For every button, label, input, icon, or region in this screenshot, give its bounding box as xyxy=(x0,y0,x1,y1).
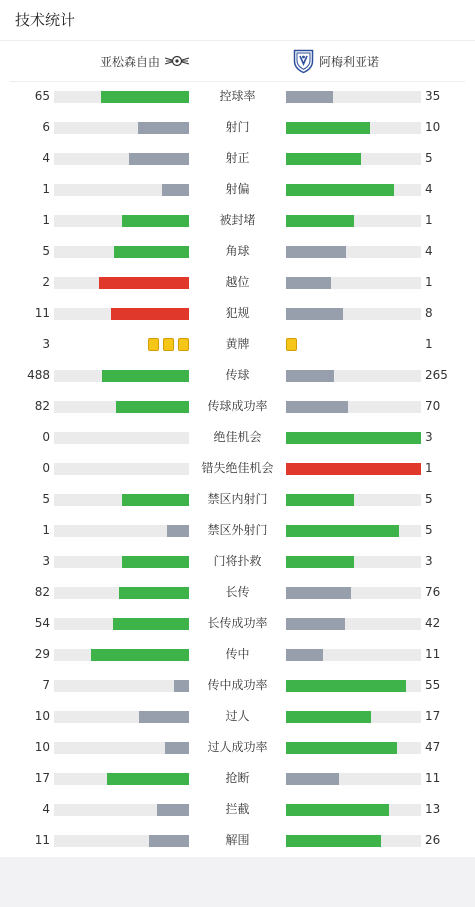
away-bar-fill xyxy=(286,556,354,568)
stat-label: 传球 xyxy=(225,368,250,382)
stat-row xyxy=(0,391,475,422)
stat-row xyxy=(0,329,475,360)
away-value: 1 xyxy=(425,337,433,351)
away-value: 10 xyxy=(425,120,441,134)
away-bar-fill xyxy=(286,184,394,196)
away-bar-track xyxy=(286,153,421,165)
away-bar-fill xyxy=(286,494,354,506)
home-bar-track xyxy=(54,494,189,506)
away-bar-fill xyxy=(286,463,421,475)
stat-label: 禁区内射门 xyxy=(207,492,268,506)
stat-label: 射正 xyxy=(225,151,250,165)
away-bar-fill xyxy=(286,649,323,661)
stat-label: 控球率 xyxy=(219,89,256,103)
home-value: 7 xyxy=(42,678,50,692)
away-value: 11 xyxy=(425,771,441,785)
home-bar-track xyxy=(54,153,189,165)
home-bar-fill xyxy=(122,494,190,506)
stat-row xyxy=(0,670,475,701)
stat-label: 门将扑救 xyxy=(213,554,262,568)
home-bar-fill xyxy=(122,556,190,568)
home-bar-fill xyxy=(165,742,189,754)
away-value: 35 xyxy=(425,89,441,103)
away-bar-fill xyxy=(286,246,346,258)
stat-row xyxy=(0,360,475,391)
away-bar-fill xyxy=(286,432,421,444)
away-bar-track xyxy=(286,711,421,723)
home-value: 4 xyxy=(42,802,50,816)
home-bar-track xyxy=(54,246,189,258)
home-value: 3 xyxy=(42,337,50,351)
away-bar-track xyxy=(286,463,421,475)
stat-label: 射门 xyxy=(225,120,250,134)
home-value: 10 xyxy=(34,740,50,754)
stat-label: 角球 xyxy=(225,244,250,258)
away-value: 4 xyxy=(425,244,433,258)
away-value: 70 xyxy=(425,399,441,413)
stat-row xyxy=(0,546,475,577)
home-bar-track xyxy=(54,184,189,196)
home-value: 82 xyxy=(34,585,50,599)
away-yellow-cards xyxy=(286,338,297,352)
away-bar-fill xyxy=(286,215,354,227)
home-value: 54 xyxy=(34,616,50,630)
away-value: 11 xyxy=(425,647,441,661)
home-bar-fill xyxy=(139,711,189,723)
home-bar-fill xyxy=(162,184,189,196)
away-bar-fill xyxy=(286,91,333,103)
home-bar-fill xyxy=(99,277,189,289)
stat-row xyxy=(0,577,475,608)
home-bar-track xyxy=(54,742,189,754)
home-bar-fill xyxy=(119,587,189,599)
stat-row xyxy=(0,515,475,546)
home-bar-track xyxy=(54,556,189,568)
stat-label: 传球成功率 xyxy=(207,399,268,413)
home-value: 1 xyxy=(42,213,50,227)
stat-row xyxy=(0,298,475,329)
home-bar-fill xyxy=(107,773,189,785)
stat-row xyxy=(0,701,475,732)
home-value: 0 xyxy=(42,430,50,444)
stat-row xyxy=(0,639,475,670)
home-value: 6 xyxy=(42,120,50,134)
home-value: 1 xyxy=(42,182,50,196)
away-bar-track xyxy=(286,773,421,785)
away-bar-track xyxy=(286,122,421,134)
home-bar-fill xyxy=(102,370,190,382)
home-team[interactable] xyxy=(100,41,190,81)
stat-label: 绝佳机会 xyxy=(213,430,262,444)
home-bar-fill xyxy=(116,401,189,413)
stat-row xyxy=(0,81,475,112)
away-value: 265 xyxy=(425,368,448,382)
stat-label: 传中 xyxy=(225,647,250,661)
stat-row xyxy=(0,763,475,794)
away-bar-track xyxy=(286,525,421,537)
stat-row xyxy=(0,825,475,856)
home-value: 3 xyxy=(42,554,50,568)
home-bar-track xyxy=(54,835,189,847)
stat-label: 过人成功率 xyxy=(207,740,268,754)
stat-row xyxy=(0,236,475,267)
stat-row xyxy=(0,732,475,763)
away-bar-fill xyxy=(286,711,371,723)
away-bar-track xyxy=(286,184,421,196)
home-team-name: 亚松森自由 xyxy=(99,54,160,69)
away-value: 1 xyxy=(425,275,433,289)
home-value: 5 xyxy=(42,244,50,258)
away-value: 55 xyxy=(425,678,441,692)
stat-label: 被封堵 xyxy=(219,213,256,227)
away-bar-fill xyxy=(286,742,397,754)
stat-row xyxy=(0,143,475,174)
stat-row xyxy=(0,422,475,453)
away-value: 76 xyxy=(425,585,441,599)
away-bar-fill xyxy=(286,401,348,413)
stat-label: 射偏 xyxy=(225,182,250,196)
home-value: 11 xyxy=(34,306,50,320)
away-value: 3 xyxy=(425,430,433,444)
home-bar-fill xyxy=(129,153,189,165)
home-bar-track xyxy=(54,370,189,382)
away-bar-track xyxy=(286,587,421,599)
away-value: 1 xyxy=(425,461,433,475)
away-bar-track xyxy=(286,680,421,692)
home-bar-track xyxy=(54,122,189,134)
home-bar-track xyxy=(54,463,189,475)
away-value: 47 xyxy=(425,740,441,754)
away-bar-track xyxy=(286,649,421,661)
away-bar-track xyxy=(286,215,421,227)
home-bar-track xyxy=(54,277,189,289)
away-team[interactable] xyxy=(293,41,379,81)
home-bar-fill xyxy=(101,91,189,103)
away-bar-fill xyxy=(286,308,343,320)
home-value: 29 xyxy=(34,647,50,661)
home-bar-track xyxy=(54,711,189,723)
home-value: 4 xyxy=(42,151,50,165)
stat-label: 禁区外射门 xyxy=(207,523,268,537)
home-bar-fill xyxy=(113,618,189,630)
home-value: 1 xyxy=(42,523,50,537)
away-bar-fill xyxy=(286,153,361,165)
away-bar-fill xyxy=(286,370,334,382)
home-value: 65 xyxy=(34,89,50,103)
home-bar-track xyxy=(54,680,189,692)
away-value: 42 xyxy=(425,616,441,630)
away-bar-track xyxy=(286,494,421,506)
home-bar-fill xyxy=(122,215,190,227)
yellow-card-icon xyxy=(163,338,174,351)
away-bar-fill xyxy=(286,773,339,785)
home-value: 17 xyxy=(34,771,50,785)
away-bar-fill xyxy=(286,587,351,599)
away-value: 13 xyxy=(425,802,441,816)
home-bar-fill xyxy=(91,649,189,661)
home-bar-track xyxy=(54,308,189,320)
home-bar-fill xyxy=(174,680,189,692)
stat-label: 长传 xyxy=(225,585,250,599)
stat-label: 解围 xyxy=(225,833,250,847)
away-team-name: 阿梅利亚诺 xyxy=(319,54,380,69)
stat-label: 拦截 xyxy=(225,802,250,816)
away-value: 26 xyxy=(425,833,441,847)
home-bar-track xyxy=(54,649,189,661)
home-value: 0 xyxy=(42,461,50,475)
stat-label: 抢断 xyxy=(225,771,250,785)
home-value: 488 xyxy=(27,368,50,382)
away-value: 5 xyxy=(425,151,433,165)
away-value: 1 xyxy=(425,213,433,227)
away-value: 5 xyxy=(425,492,433,506)
stat-row xyxy=(0,794,475,825)
away-bar-track xyxy=(286,401,421,413)
away-bar-track xyxy=(286,742,421,754)
away-bar-fill xyxy=(286,277,331,289)
home-bar-track xyxy=(54,587,189,599)
away-value: 3 xyxy=(425,554,433,568)
home-bar-track xyxy=(54,618,189,630)
away-value: 4 xyxy=(425,182,433,196)
home-value: 5 xyxy=(42,492,50,506)
stat-row xyxy=(0,267,475,298)
home-bar-fill xyxy=(167,525,190,537)
away-value: 5 xyxy=(425,523,433,537)
home-bar-fill xyxy=(138,122,189,134)
away-bar-track xyxy=(286,308,421,320)
away-bar-fill xyxy=(286,680,406,692)
away-value: 17 xyxy=(425,709,441,723)
yellow-card-icon xyxy=(148,338,159,351)
home-yellow-cards xyxy=(148,338,189,352)
page-title: 技术统计 xyxy=(15,11,76,29)
home-bar-fill xyxy=(149,835,189,847)
away-bar-track xyxy=(286,556,421,568)
away-bar-track xyxy=(286,370,421,382)
stat-label: 错失绝佳机会 xyxy=(201,461,274,475)
away-bar-track xyxy=(286,91,421,103)
away-bar-track xyxy=(286,277,421,289)
home-bar-fill xyxy=(114,246,189,258)
home-value: 10 xyxy=(34,709,50,723)
stat-row xyxy=(0,205,475,236)
stat-row xyxy=(0,484,475,515)
away-bar-track xyxy=(286,246,421,258)
home-bar-track xyxy=(54,432,189,444)
stat-row xyxy=(0,608,475,639)
stat-label: 过人 xyxy=(225,709,250,723)
yellow-card-icon xyxy=(286,338,297,351)
stats-list xyxy=(0,81,475,856)
home-bar-fill xyxy=(157,804,189,816)
home-bar-track xyxy=(54,804,189,816)
stat-label: 越位 xyxy=(225,275,250,289)
wings-crest-icon xyxy=(164,54,190,68)
home-bar-fill xyxy=(111,308,189,320)
away-bar-fill xyxy=(286,804,389,816)
stat-row xyxy=(0,453,475,484)
away-bar-track xyxy=(286,618,421,630)
home-value: 2 xyxy=(42,275,50,289)
away-bar-fill xyxy=(286,525,399,537)
yellow-card-icon xyxy=(178,338,189,351)
away-bar-track xyxy=(286,835,421,847)
home-bar-track xyxy=(54,773,189,785)
stat-label: 犯规 xyxy=(225,306,250,320)
away-value: 8 xyxy=(425,306,433,320)
away-bar-fill xyxy=(286,835,381,847)
home-bar-track xyxy=(54,215,189,227)
stat-label: 长传成功率 xyxy=(207,616,268,630)
home-value: 82 xyxy=(34,399,50,413)
away-bar-fill xyxy=(286,122,370,134)
teams-header xyxy=(0,41,475,81)
stat-row xyxy=(0,112,475,143)
home-value: 11 xyxy=(34,833,50,847)
away-bar-track xyxy=(286,804,421,816)
home-bar-track xyxy=(54,525,189,537)
shield-crest-icon xyxy=(293,49,314,74)
away-bar-fill xyxy=(286,618,345,630)
stat-row xyxy=(0,174,475,205)
home-bar-track xyxy=(54,91,189,103)
stat-label: 传中成功率 xyxy=(207,678,268,692)
home-bar-track xyxy=(54,401,189,413)
away-bar-track xyxy=(286,432,421,444)
stat-label: 黄牌 xyxy=(225,337,250,351)
